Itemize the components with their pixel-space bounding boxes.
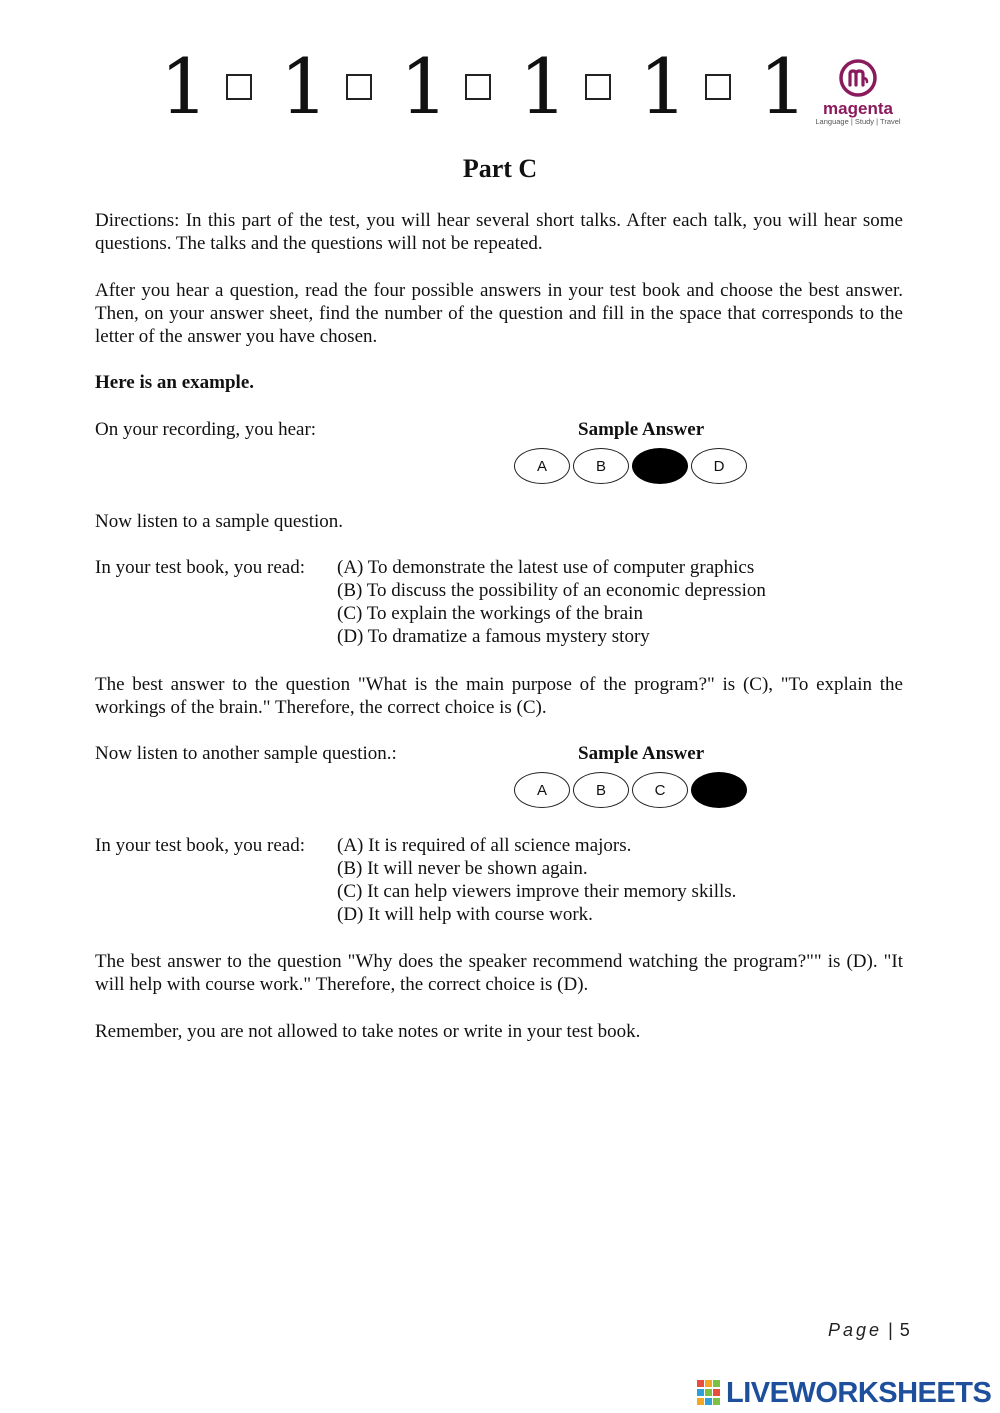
- page-title: Part C: [462, 154, 538, 183]
- header-numerals: [160, 42, 810, 131]
- sample2-option-d: (D) It will help with course work.: [337, 904, 593, 925]
- numeral-one: 1: [519, 42, 568, 131]
- answer-bubble-c: C: [632, 772, 688, 808]
- answer-bubble-a: A: [514, 772, 570, 808]
- liveworksheets-logo-icon: [696, 1379, 722, 1407]
- instructions-paragraph: After you hear a question, read the four possible answers in your test book and choose the best answer. Then, on your answer sheet, find the number of the question and fill in the space that corresponds to the letter of the answer you have chosen.: [95, 280, 903, 347]
- checkbox-square: [226, 74, 252, 100]
- numeral-one: 1: [160, 42, 209, 131]
- sample2-option-b: (B) It will never be shown again.: [337, 858, 588, 879]
- numeral-one: 1: [759, 42, 808, 131]
- sample1-answer-bubbles: [514, 448, 754, 488]
- numeral-one: 1: [639, 42, 688, 131]
- answer-bubble-c-filled: [632, 448, 688, 484]
- answer-bubble-d: D: [691, 448, 747, 484]
- sample1-option-a: (A) To demonstrate the latest use of computer graphics: [337, 557, 755, 578]
- liveworksheets-text: LIVEWORKSHEETS: [726, 1376, 992, 1409]
- reminder-text: Remember, you are not allowed to take notes or write in your test book.: [95, 1021, 641, 1042]
- checkbox-square: [346, 74, 372, 100]
- sample1-option-c: (C) To explain the workings of the brain: [337, 603, 643, 624]
- sample2-answer-bubbles: [514, 772, 754, 812]
- magenta-logo: [812, 58, 904, 138]
- page-number-value: 5: [899, 1320, 911, 1340]
- sample2-option-a: (A) It is required of all science majors.: [337, 835, 632, 856]
- directions-paragraph: Directions: In this part of the test, you will hear several short talks. After each talk, you will hear some questions. The talks and the questions will not be repeated.: [95, 210, 903, 254]
- sample2-explanation: The best answer to the question "Why does the speaker recommend watching the program?"" is (D). "It will help with course work." Therefore, the correct choice is (D).: [95, 951, 903, 995]
- example-heading: Here is an example.: [95, 372, 255, 393]
- liveworksheets-watermark: [696, 1376, 991, 1410]
- sample1-answer-label: Sample Answer: [578, 419, 705, 440]
- checkbox-square: [705, 74, 731, 100]
- sample2-read-label: In your test book, you read:: [95, 835, 306, 856]
- page-label: Page: [828, 1320, 883, 1340]
- answer-bubble-a: A: [514, 448, 570, 484]
- numeral-one: 1: [280, 42, 329, 131]
- answer-bubble-d-filled: [691, 772, 747, 808]
- checkbox-square: [585, 74, 611, 100]
- logo-brand-name: magenta: [823, 99, 893, 118]
- sample1-option-d: (D) To dramatize a famous mystery story: [337, 626, 650, 647]
- page-number: [828, 1320, 911, 1341]
- sample2-option-c: (C) It can help viewers improve their memory skills.: [337, 881, 737, 902]
- sample1-read-label: In your test book, you read:: [95, 557, 306, 578]
- magenta-m-icon: [838, 58, 878, 98]
- numeral-one: 1: [400, 42, 449, 131]
- sample2-prompt: Now listen to another sample question.:: [95, 743, 397, 764]
- sample1-option-b: (B) To discuss the possibility of an economic depression: [337, 580, 766, 601]
- answer-bubble-b: B: [573, 448, 629, 484]
- page-separator: |: [888, 1320, 894, 1340]
- sample1-explanation: The best answer to the question "What is the main purpose of the program?" is (C), "To explain the workings of the brain." Therefore, the correct choice is (C).: [95, 674, 903, 718]
- sample2-answer-label: Sample Answer: [578, 743, 705, 764]
- checkbox-square: [465, 74, 491, 100]
- sample1-prompt: On your recording, you hear:: [95, 419, 317, 440]
- sample1-listen-text: Now listen to a sample question.: [95, 511, 344, 532]
- answer-bubble-b: B: [573, 772, 629, 808]
- logo-tagline: Language | Study | Travel: [815, 117, 901, 126]
